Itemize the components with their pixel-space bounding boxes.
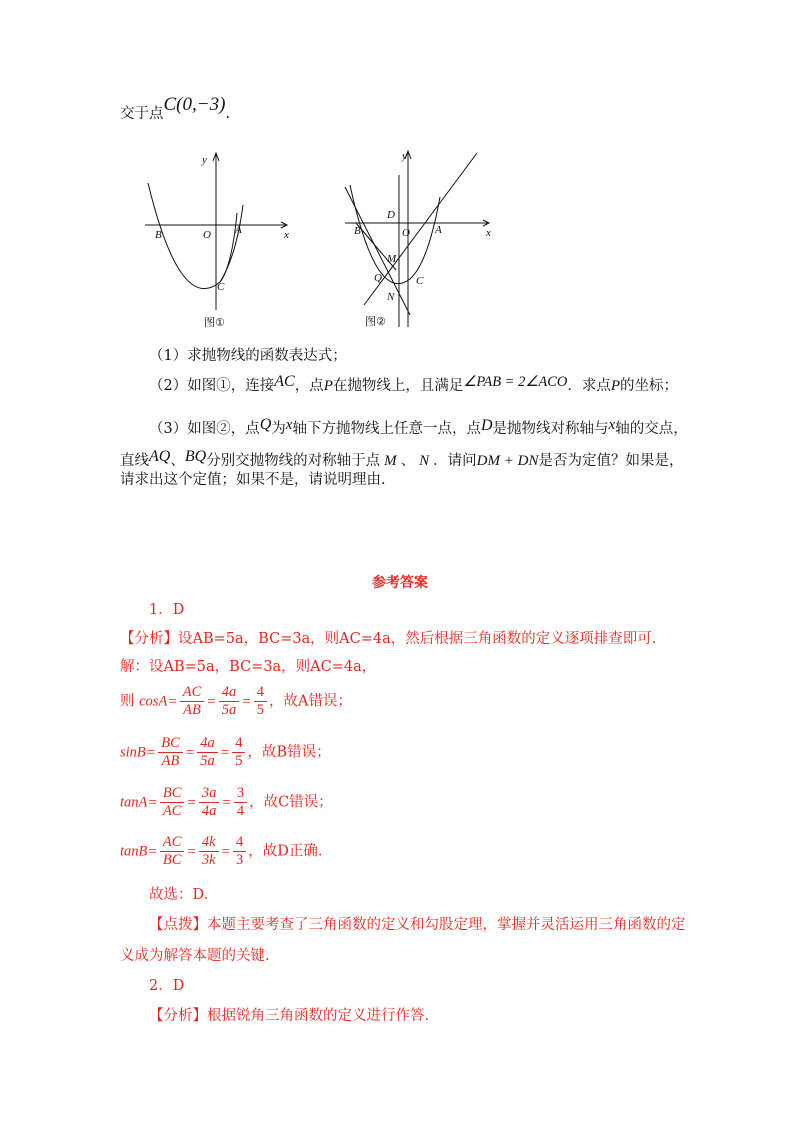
- sin-b-line: sinB= $\frac{BC}{AB}$ = $\frac{4a}{5a}$ = $\frac{4}{5}$ ，故B错误；: [120, 735, 331, 769]
- fig2-label-d: D: [387, 209, 395, 221]
- question-3-line-1: （3）如图②，点Q为x轴下方抛物线上任意一点，点D是抛物线对称轴与x轴的交点，: [149, 416, 688, 437]
- tip-1-line-1: 【点拨】本题主要考查了三角函数的定义和勾股定理，掌握并灵活运用三角函数的定: [149, 917, 686, 933]
- analysis-1: 【分析】设AB=5a，BC=3a，则AC=4a，然后根据三角函数的定义逐项排查即可.: [120, 631, 657, 647]
- fig1-label-o: O: [203, 229, 211, 241]
- tan-b-line: tanB= $\frac{AC}{BC}$ = $\frac{4k}{3k}$ = $\frac{4}{3}$ ，故D正确.: [120, 834, 323, 868]
- fig2-label-c: C: [416, 275, 424, 287]
- figure-1: [140, 145, 300, 335]
- question-1: （1）求抛物线的函数表达式；: [149, 348, 347, 364]
- fig1-caption: 图①: [204, 316, 225, 329]
- tip-tag: 【点拨】: [149, 917, 207, 933]
- choose-1: 故选：D.: [149, 887, 209, 903]
- fig1-label-a: A: [235, 224, 242, 236]
- point-c: C(0,−3): [163, 94, 226, 115]
- fig1-label-b: B: [155, 229, 162, 241]
- question-2: （2）如图①，连接AC，点P在抛物线上，且满足∠PAB = 2∠ACO．求点P的坐标；: [149, 373, 679, 394]
- figure-2: [340, 145, 500, 335]
- fig2-label-x: x: [486, 227, 491, 239]
- analysis-tag: 【分析】: [120, 631, 178, 647]
- fig2-label-q: Q: [374, 272, 382, 284]
- solution-1: 解：设AB=5a，BC=3a，则AC=4a，: [120, 659, 377, 675]
- fig2-label-b: B: [354, 225, 361, 237]
- intro-line: 交于点C(0,−3).: [120, 94, 231, 122]
- question-3-line-3: 请求出这个定值；如果不是，请说明理由.: [120, 472, 386, 488]
- answer-1: 1．D: [149, 602, 185, 618]
- fig1-label-c: C: [217, 281, 225, 293]
- fig2-label-n: N: [387, 291, 395, 303]
- fig2-label-a: A: [435, 224, 442, 236]
- fig2-caption: 图②: [365, 315, 386, 328]
- fig1-label-y: y: [202, 154, 207, 166]
- analysis-2-tag: 【分析】: [149, 1008, 207, 1024]
- fig2-label-m: M: [387, 253, 397, 265]
- fig2-label-o: O: [402, 227, 410, 239]
- tip-1-line-2: 义成为解答本题的关键.: [120, 948, 270, 964]
- cos-a-line: 则 cosA= $\frac{AC}{AB}$ = $\frac{4a}{5a}$ = $\frac{4}{5}$ ，故A错误；: [120, 684, 352, 718]
- tan-a-line: tanA= $\frac{BC}{AC}$ = $\frac{3a}{4a}$ = $\frac{3}{4}$ ，故C错误；: [120, 785, 333, 819]
- fig2-label-y: y: [402, 150, 407, 162]
- question-3-line-2: 直线AQ、BQ分别交抛物线的对称轴于点 M 、 N ．请问DM + DN是否为定值？如果是，: [120, 448, 684, 469]
- fig1-label-x: x: [284, 229, 289, 241]
- analysis-2: 【分析】根据锐角三角函数的定义进行作答.: [149, 1008, 430, 1024]
- answers-title: 参考答案: [372, 575, 428, 591]
- answer-2: 2．D: [149, 978, 185, 994]
